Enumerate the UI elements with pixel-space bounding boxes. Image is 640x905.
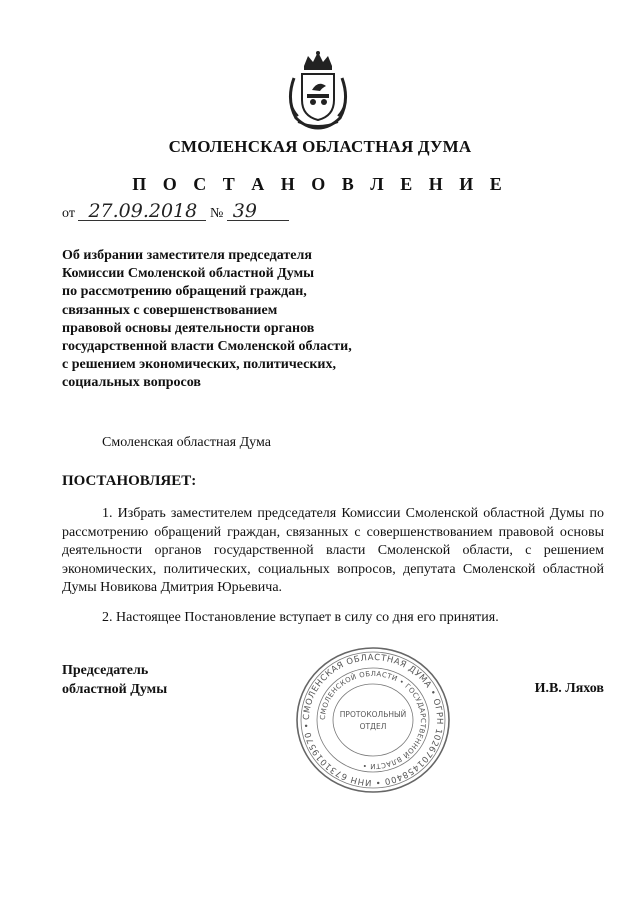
number-prefix: №: [209, 206, 224, 221]
signatory-name: И.В. Ляхов: [534, 681, 604, 696]
coat-of-arms-icon: [282, 50, 354, 130]
subject-line: правовой основы деятельности органов: [62, 320, 315, 336]
subject-line: связанных с совершенствованием: [62, 302, 278, 318]
svg-text:СМОЛЕНСКОЙ ОБЛАСТИ • ГОСУДАРСТ: [319, 670, 427, 770]
signatory-title-line: Председатель: [62, 663, 149, 678]
resolves-heading: ПОСТАНОВЛЯЕТ:: [62, 473, 197, 489]
subject-line: социальных вопросов: [62, 375, 201, 391]
stamp-inner-ring-text: СМОЛЕНСКОЙ ОБЛАСТИ • ГОСУДАРСТВЕННОЙ ВЛАСТИ •: [318, 669, 428, 771]
subject-line: с решением экономических, политических,: [62, 357, 336, 373]
subject-line: Комиссии Смоленской областной Думы: [62, 266, 315, 282]
resolution-item-2: 2. Настоящее Постановление вступает в силу со дня его принятия.: [102, 610, 499, 625]
handwritten-number: 39: [227, 202, 289, 221]
handwritten-date: 27.09.2018: [78, 202, 206, 221]
stamp-center-line: ПРОТОКОЛЬНЫЙ: [339, 710, 407, 719]
subject-line: Об избрании заместителя председателя: [62, 248, 312, 263]
stamp-outer-ring-text: СМОЛЕНСКАЯ ОБЛАСТНАЯ ДУМА • ОГРН 1026701458400 • ИНН 6731019570 •: [301, 652, 445, 788]
resolution-item-1: 1. Избрать заместителем председателя Комиссии Смоленской областной Думы по рассмотрению обращений граждан, связанных с совершенствованием правовой основы деятельности органов государственной власти Смоленской области, с решением экономических, политических, социальных вопросов, депутата Смоленской областной Думы Новикова Дмитрия Юрьевича.: [62, 506, 604, 595]
subject-line: государственной власти Смоленской области,: [62, 339, 352, 355]
issuer-text: Смоленская областная Дума: [102, 435, 271, 450]
date-prefix: от: [62, 206, 75, 221]
document-type-title: П О С Т А Н О В Л Е Н И Е: [132, 174, 508, 194]
date-number-line: [62, 202, 289, 222]
organization-title: СМОЛЕНСКАЯ ОБЛАСТНАЯ ДУМА: [168, 137, 472, 156]
signatory-title-line: областной Думы: [62, 681, 168, 697]
stamp-center-line: ОТДЕЛ: [359, 722, 387, 731]
document-subject: [62, 247, 422, 393]
signatory-title: [62, 662, 167, 699]
subject-line: по рассмотрению обращений граждан,: [62, 284, 307, 300]
official-stamp: [293, 645, 453, 795]
